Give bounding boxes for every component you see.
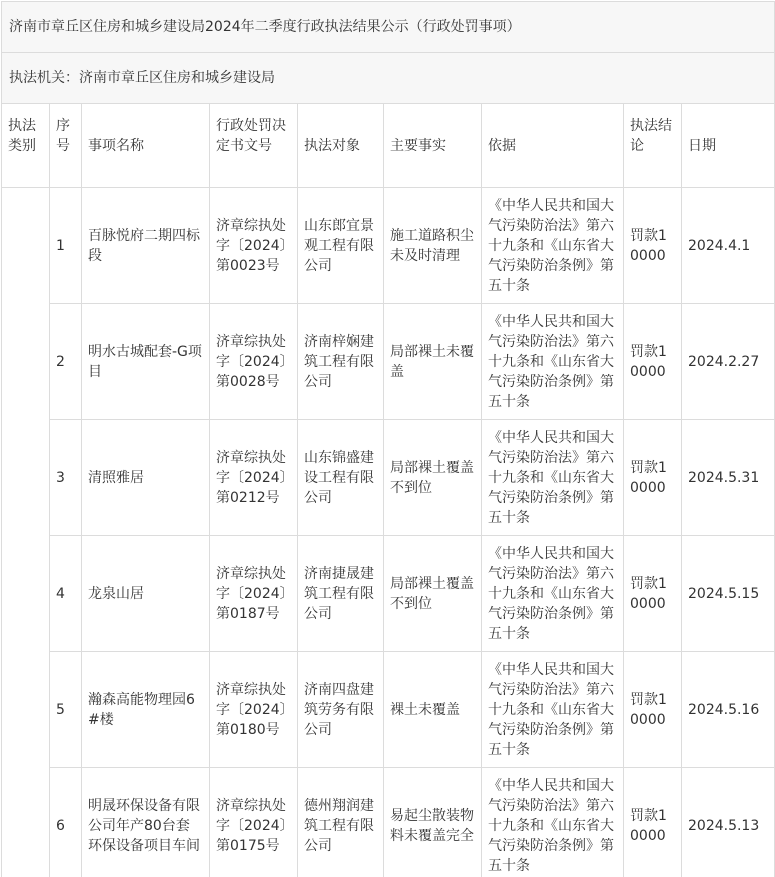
cell-basis: 《中华人民共和国大气污染防治法》第六十九条和《山东省大气污染防治条例》第五十条: [482, 304, 624, 420]
cell-basis: 《中华人民共和国大气污染防治法》第六十九条和《山东省大气污染防治条例》第五十条: [482, 768, 624, 877]
cell-facts: 局部裸土未覆盖: [384, 304, 482, 420]
cell-decision-no: 济章综执处字〔2024〕第0023号: [210, 188, 298, 304]
cell-item-name: 百脉悦府二期四标段: [82, 188, 210, 304]
cell-target: 山东郎宜景观工程有限公司: [298, 188, 384, 304]
cell-decision-no: 济章综执处字〔2024〕第0212号: [210, 420, 298, 536]
header-target: 执法对象: [298, 104, 384, 188]
cell-basis: 《中华人民共和国大气污染防治法》第六十九条和《山东省大气污染防治条例》第五十条: [482, 188, 624, 304]
table-title: 济南市章丘区住房和城乡建设局2024年二季度行政执法结果公示（行政处罚事项）: [2, 2, 775, 53]
cell-item-name: 瀚森高能物理园6#楼: [82, 652, 210, 768]
cell-target: 济南捷晟建筑工程有限公司: [298, 536, 384, 652]
cell-facts: 易起尘散装物料未覆盖完全: [384, 768, 482, 877]
header-item-name: 事项名称: [82, 104, 210, 188]
header-row: [2, 104, 775, 188]
cell-target: 济南四盘建筑劳务有限公司: [298, 652, 384, 768]
cell-decision-no: 济章综执处字〔2024〕第0187号: [210, 536, 298, 652]
cell-seq: 4: [50, 536, 82, 652]
table-row: [2, 768, 775, 877]
cell-date: 2024.5.31: [682, 420, 775, 536]
cell-conclusion: 罚款10000: [624, 652, 682, 768]
cell-decision-no: 济章综执处字〔2024〕第0175号: [210, 768, 298, 877]
cell-conclusion: 罚款10000: [624, 304, 682, 420]
cell-facts: 局部裸土覆盖不到位: [384, 536, 482, 652]
header-date: 日期: [682, 104, 775, 188]
cell-basis: 《中华人民共和国大气污染防治法》第六十九条和《山东省大气污染防治条例》第五十条: [482, 420, 624, 536]
header-conclusion: 执法结论: [624, 104, 682, 188]
cell-facts: 局部裸土覆盖不到位: [384, 420, 482, 536]
table-row: [2, 304, 775, 420]
cell-conclusion: 罚款10000: [624, 420, 682, 536]
cell-date: 2024.5.16: [682, 652, 775, 768]
header-basis: 依据: [482, 104, 624, 188]
cell-target: 山东锦盛建设工程有限公司: [298, 420, 384, 536]
cell-seq: 3: [50, 420, 82, 536]
header-facts: 主要事实: [384, 104, 482, 188]
cell-seq: 1: [50, 188, 82, 304]
cell-facts: 裸土未覆盖: [384, 652, 482, 768]
cell-seq: 6: [50, 768, 82, 877]
table-row: [2, 652, 775, 768]
header-seq: 序号: [50, 104, 82, 188]
cell-target: 德州翔润建筑工程有限公司: [298, 768, 384, 877]
cell-item-name: 明水古城配套-G项目: [82, 304, 210, 420]
cell-basis: 《中华人民共和国大气污染防治法》第六十九条和《山东省大气污染防治条例》第五十条: [482, 652, 624, 768]
cell-seq: 2: [50, 304, 82, 420]
cell-item-name: 清照雅居: [82, 420, 210, 536]
cell-category: [2, 188, 50, 877]
cell-decision-no: 济章综执处字〔2024〕第0028号: [210, 304, 298, 420]
agency-row: [2, 53, 775, 104]
enforcement-results-table: [1, 1, 775, 877]
cell-date: 2024.5.13: [682, 768, 775, 877]
table-row: [2, 188, 775, 304]
cell-date: 2024.5.15: [682, 536, 775, 652]
cell-item-name: 明晟环保设备有限公司年产80台套环保设备项目车间: [82, 768, 210, 877]
table-row: [2, 420, 775, 536]
cell-date: 2024.4.1: [682, 188, 775, 304]
cell-conclusion: 罚款10000: [624, 188, 682, 304]
table-row: [2, 536, 775, 652]
cell-date: 2024.2.27: [682, 304, 775, 420]
cell-item-name: 龙泉山居: [82, 536, 210, 652]
header-category: 执法类别: [2, 104, 50, 188]
cell-seq: 5: [50, 652, 82, 768]
cell-target: 济南梓娴建筑工程有限公司: [298, 304, 384, 420]
agency-label: 执法机关：济南市章丘区住房和城乡建设局: [2, 53, 775, 104]
cell-facts: 施工道路积尘未及时清理: [384, 188, 482, 304]
cell-basis: 《中华人民共和国大气污染防治法》第六十九条和《山东省大气污染防治条例》第五十条: [482, 536, 624, 652]
cell-conclusion: 罚款10000: [624, 536, 682, 652]
cell-decision-no: 济章综执处字〔2024〕第0180号: [210, 652, 298, 768]
header-decision-no: 行政处罚决定书文号: [210, 104, 298, 188]
cell-conclusion: 罚款10000: [624, 768, 682, 877]
title-row: [2, 2, 775, 53]
